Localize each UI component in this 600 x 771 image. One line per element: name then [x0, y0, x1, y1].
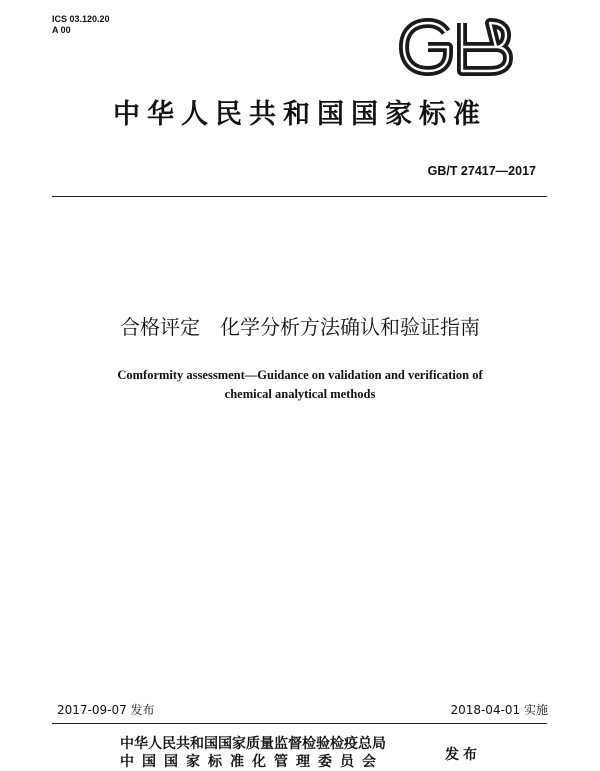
ics-code: ICS 03.120.20 [52, 14, 110, 24]
issue-date: 2017-09-07 发布 [57, 703, 155, 717]
standard-type-heading: 中华人民共和国国家标准 [113, 99, 487, 130]
issuer-aqsiq: 中华人民共和国国家质量监督检验检疫总局 [120, 736, 386, 752]
issuing-authorities [120, 735, 386, 771]
gb-logo [398, 18, 514, 76]
footer-divider [52, 723, 547, 724]
publish-label: 发布 [445, 747, 481, 763]
classification-codes [52, 14, 110, 36]
implementation-date: 2018-04-01 实施 [450, 703, 548, 717]
header-divider [52, 196, 547, 197]
ccs-code: A 00 [52, 25, 71, 35]
standard-number: GB/T 27417—2017 [427, 164, 536, 178]
gb-logo-graphic [398, 18, 514, 76]
title-chinese: 合格评定 化学分析方法确认和验证指南 [120, 315, 480, 339]
title-english-line-2: chemical analytical methods [224, 387, 376, 401]
issuer-sac: 中国国家标准化管理委员会 [120, 754, 384, 770]
title-english-line-1: Comformity assessment—Guidance on validation and verification of [117, 368, 483, 382]
title-english [0, 366, 600, 404]
